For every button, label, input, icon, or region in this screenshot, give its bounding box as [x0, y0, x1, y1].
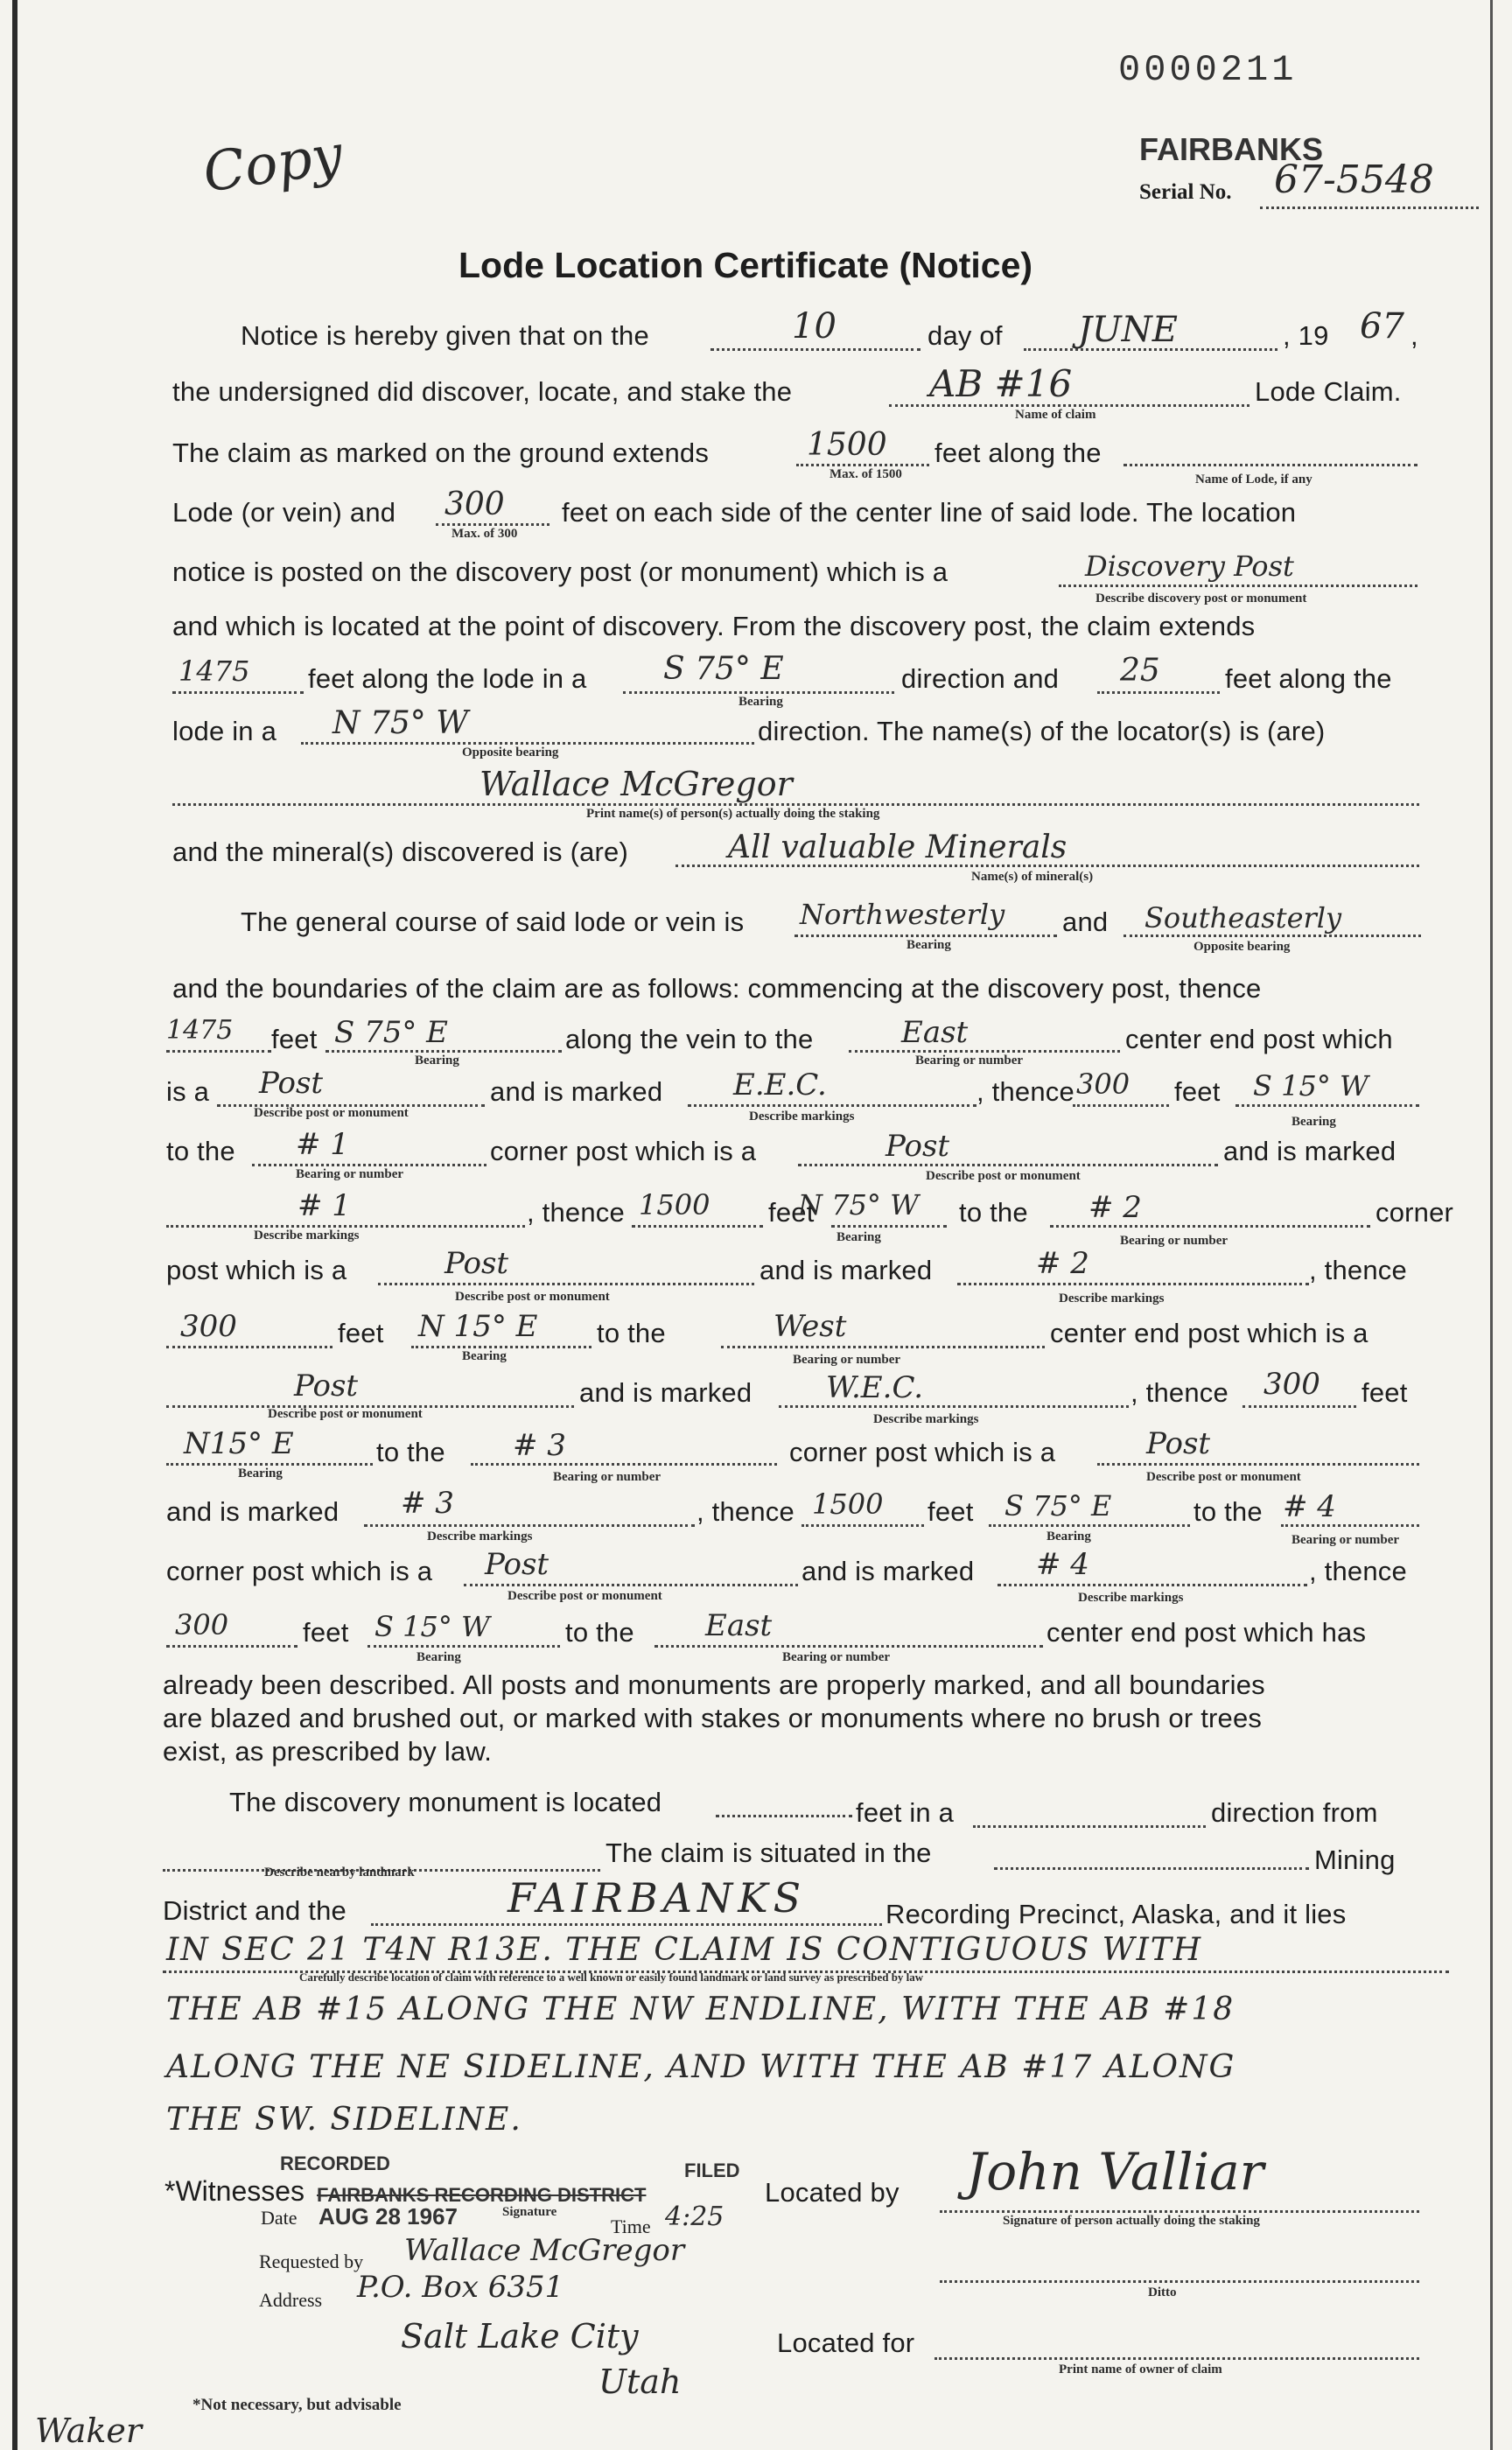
- caption: Describe markings: [254, 1228, 360, 1242]
- field-line: [796, 464, 929, 466]
- right-edge-border: [1490, 0, 1493, 2450]
- field-line: [973, 1825, 1206, 1828]
- text-line: and which is located at the point of discovery. From the discovery post, the claim extends: [172, 611, 1256, 641]
- caption: Bearing or number: [296, 1167, 404, 1181]
- text-line: day of: [928, 320, 1003, 351]
- caption: Max. of 1500: [830, 467, 902, 481]
- filled-b10-post: Post: [485, 1547, 550, 1582]
- text-line: and is marked: [579, 1377, 752, 1408]
- filled-locator: Wallace McGregor: [480, 765, 793, 803]
- caption: Bearing or number: [793, 1353, 901, 1367]
- field-line: [721, 1346, 1045, 1348]
- serial-value: 67-5548: [1274, 158, 1434, 202]
- filled-b10-mark: # 4: [1036, 1547, 1089, 1582]
- filled-b5-mark: # 2: [1036, 1246, 1089, 1281]
- filled-discovery-post: Discovery Post: [1085, 550, 1294, 583]
- field-line: [849, 1050, 1120, 1053]
- text-line: , thence: [1309, 1255, 1407, 1285]
- field-line: [998, 1584, 1307, 1586]
- filled-b5-post: Post: [444, 1246, 509, 1281]
- caption: Print name of owner of claim: [1059, 2362, 1222, 2376]
- text-line: feet on each side of the center line of said lode. The location: [562, 497, 1297, 528]
- text-line: feet along the: [1225, 663, 1392, 694]
- caption: Describe post or monument: [926, 1169, 1081, 1183]
- text-line: feet: [303, 1617, 349, 1648]
- text-line: the undersigned did discover, locate, and stake the: [172, 376, 793, 407]
- filled-b1-bearing: S 75° E: [334, 1015, 448, 1050]
- caption: Bearing: [238, 1466, 283, 1480]
- page-title: Lode Location Certificate (Notice): [458, 245, 1033, 285]
- field-line: [623, 691, 894, 694]
- filled-opposite-bearing: N 75° W: [332, 705, 469, 741]
- caption: Max. of 300: [452, 527, 518, 541]
- text-line: , thence: [976, 1076, 1074, 1107]
- caption: Bearing: [906, 938, 951, 952]
- field-line: [1097, 691, 1220, 694]
- serial-label: Serial No.: [1139, 180, 1232, 204]
- caption: Opposite bearing: [1194, 940, 1291, 954]
- text-line: center end post which: [1125, 1024, 1393, 1054]
- text-line: to the: [959, 1197, 1028, 1228]
- address-line-2: Salt Lake City: [401, 2317, 639, 2356]
- text-line: Recording Precinct, Alaska, and it lies: [886, 1899, 1347, 1929]
- text-line: exist, as prescribed by law.: [163, 1736, 493, 1767]
- text-line: feet: [1174, 1076, 1221, 1107]
- filled-along-lode-feet: 1475: [178, 654, 250, 688]
- requested-label: Requested by: [259, 2250, 364, 2272]
- signature-line: [940, 2210, 1419, 2213]
- caption: Ditto: [1148, 2286, 1177, 2300]
- filled-b9-to: # 4: [1283, 1489, 1336, 1524]
- text-line: feet: [338, 1318, 384, 1348]
- text-line: direction. The name(s) of the locator(s) is (are): [758, 716, 1326, 746]
- filled-b1-to: East: [901, 1015, 969, 1050]
- field-line: [1073, 1104, 1169, 1107]
- field-line: [378, 1283, 754, 1285]
- filled-b11-to: East: [705, 1608, 773, 1643]
- text-line: , thence: [1130, 1377, 1228, 1408]
- filled-course-1: Northwesterly: [800, 898, 1005, 931]
- text-line: feet: [1362, 1377, 1408, 1408]
- filled-b4-to: # 2: [1088, 1190, 1142, 1225]
- field-line: [1050, 1225, 1370, 1228]
- caption: Carefully describe location of claim with reference to a well known or easily found landmark or land survey as prescribed by law: [299, 1970, 924, 1984]
- field-line: [957, 1283, 1309, 1285]
- text-line: feet: [768, 1197, 815, 1228]
- field-line: [436, 523, 550, 526]
- caption: Describe post or monument: [455, 1290, 610, 1304]
- desc-line: THE SW. SIDELINE.: [166, 2102, 522, 2138]
- field-line: [716, 1815, 852, 1817]
- filled-b7-post: Post: [294, 1368, 359, 1404]
- caption: Signature: [502, 2205, 557, 2219]
- filled-b2-bearing: S 15° W: [1253, 1069, 1368, 1102]
- text-line: already been described. All posts and monuments are properly marked, and all boundaries: [163, 1670, 1265, 1700]
- filled-b2-feet: 300: [1076, 1068, 1130, 1101]
- field-line: [1281, 1524, 1419, 1527]
- field-line: [471, 1463, 777, 1466]
- filled-lode-bearing: S 75° E: [663, 651, 784, 687]
- text-line: to the: [166, 1136, 235, 1166]
- field-line: [688, 1104, 976, 1107]
- desc-line: IN SEC 21 T4N R13E. THE CLAIM IS CONTIGUOUS WITH: [166, 1932, 1203, 1968]
- time-value: 4:25: [665, 2202, 724, 2232]
- caption: Bearing: [462, 1349, 507, 1363]
- filled-month: JUNE: [1078, 310, 1178, 350]
- text-line: District and the: [163, 1895, 346, 1926]
- field-line: [1097, 1463, 1419, 1466]
- filled-b9-feet: 1500: [812, 1488, 884, 1521]
- filled-b6-feet: 300: [180, 1309, 237, 1344]
- district-stamp: FAIRBANKS: [1139, 131, 1324, 167]
- caption: Name of claim: [1015, 408, 1096, 422]
- requested-value: Wallace McGregor: [404, 2233, 685, 2268]
- text-line: feet: [271, 1024, 318, 1054]
- address-line-3: Utah: [598, 2362, 682, 2401]
- filled-b11-feet: 300: [175, 1608, 229, 1642]
- caption: Name of Lode, if any: [1195, 472, 1312, 486]
- caption: Print name(s) of person(s) actually doing the staking: [586, 807, 880, 821]
- filled-b3-post: Post: [886, 1129, 950, 1164]
- text-line: feet along the: [934, 438, 1102, 468]
- text-line: and: [1062, 906, 1109, 937]
- field-line: [166, 1346, 332, 1348]
- text-line: and is marked: [490, 1076, 663, 1107]
- field-line: [989, 1524, 1190, 1527]
- field-line: [166, 1645, 298, 1648]
- field-line: [794, 934, 1057, 937]
- field-line: [411, 1346, 592, 1348]
- located-for-label: Located for: [777, 2328, 915, 2358]
- filled-b9-mark: # 3: [401, 1486, 454, 1521]
- field-line: [252, 1164, 486, 1166]
- caption: Bearing or number: [1292, 1533, 1400, 1547]
- caption: Bearing or number: [782, 1650, 891, 1664]
- caption: Describe markings: [749, 1110, 855, 1124]
- caption: Describe discovery post or monument: [1096, 592, 1307, 606]
- text-line: Lode (or vein) and: [172, 497, 396, 528]
- filled-b8-bearing: N15° E: [184, 1426, 294, 1461]
- caption: Bearing or number: [553, 1470, 662, 1484]
- text-line: The discovery monument is located: [229, 1787, 662, 1817]
- locator-signature: John Valliar: [966, 2142, 1264, 2202]
- text-line: to the: [597, 1318, 666, 1348]
- serial-line: [1260, 206, 1479, 209]
- desc-line: THE AB #15 ALONG THE NW ENDLINE, WITH THE AB #18: [166, 1992, 1236, 2027]
- caption: Bearing: [836, 1230, 881, 1244]
- field-line: [464, 1584, 798, 1586]
- date-value: AUG 28 1967: [318, 2203, 458, 2230]
- text-line: feet: [928, 1496, 974, 1527]
- caption: Bearing: [1046, 1530, 1091, 1544]
- caption: Describe markings: [873, 1412, 979, 1426]
- filled-b4-bearing: N 75° W: [798, 1188, 919, 1222]
- text-line: corner: [1376, 1197, 1454, 1228]
- filled-claim-name: AB #16: [929, 362, 1073, 405]
- field-line: [779, 1405, 1129, 1408]
- text-line: , thence: [1309, 1556, 1407, 1586]
- text-line: notice is posted on the discovery post (or monument) which is a: [172, 556, 948, 587]
- field-line: [364, 1524, 695, 1527]
- filled-b7-feet: 300: [1264, 1367, 1320, 1402]
- field-line: [710, 348, 920, 351]
- filled-b4-feet: 1500: [639, 1188, 710, 1222]
- caption: Bearing or number: [1120, 1234, 1228, 1248]
- field-line: [368, 1645, 560, 1648]
- field-line: [831, 1225, 947, 1228]
- caption: Describe post or monument: [508, 1589, 662, 1603]
- text-line: , 19: [1283, 320, 1329, 351]
- text-line: to the: [565, 1617, 634, 1648]
- text-line: center end post which has: [1046, 1617, 1367, 1648]
- stamp-number: 0000211: [1118, 49, 1298, 91]
- filled-b4-mark: # 1: [298, 1188, 351, 1223]
- filled-b1-feet: 1475: [166, 1015, 234, 1046]
- recording-district-stamp: FAIRBANKS RECORDING DISTRICT: [317, 2184, 647, 2206]
- caption: Signature of person actually doing the staking: [1003, 2214, 1260, 2228]
- text-line: Notice is hereby given that on the: [241, 320, 649, 351]
- field-line: [1236, 1104, 1419, 1107]
- address-line-1: P.O. Box 6351: [357, 2270, 564, 2305]
- field-line: [994, 1867, 1309, 1870]
- text-line: post which is a: [166, 1255, 347, 1285]
- desc-line: ALONG THE NE SIDELINE, AND WITH THE AB #17 ALONG: [166, 2049, 1236, 2085]
- field-line: [654, 1645, 1043, 1648]
- filled-b6-bearing: N 15° E: [418, 1309, 538, 1344]
- text-line: , thence: [527, 1197, 625, 1228]
- date-label: Date: [261, 2207, 298, 2229]
- text-line: and the boundaries of the claim are as follows: commencing at the discovery post, thence: [172, 973, 1262, 1004]
- field-line: [371, 1923, 882, 1926]
- filled-b2-post: Post: [259, 1066, 324, 1101]
- located-by-label: Located by: [765, 2177, 900, 2208]
- filled-b3-to: # 1: [296, 1127, 349, 1162]
- text-line: The claim as marked on the ground extends: [172, 438, 710, 468]
- filled-course-2: Southeasterly: [1144, 901, 1342, 934]
- text-line: The claim is situated in the: [606, 1838, 932, 1868]
- caption: Describe nearby landmark: [264, 1866, 415, 1880]
- field-line: [166, 1050, 271, 1053]
- text-line: is a: [166, 1076, 210, 1107]
- text-line: feet along the lode in a: [308, 663, 587, 694]
- filled-b7-mark: W.E.C.: [826, 1370, 924, 1405]
- caption: Describe post or monument: [268, 1407, 423, 1421]
- text-line: and is marked: [802, 1556, 975, 1586]
- address-label: Address: [259, 2289, 323, 2311]
- caption: Bearing: [415, 1054, 459, 1068]
- caption: Name(s) of mineral(s): [971, 870, 1094, 884]
- text-line: to the: [376, 1437, 445, 1467]
- text-line: direction and: [901, 663, 1060, 694]
- text-line: corner post which is a: [490, 1136, 757, 1166]
- field-line: [172, 803, 1419, 806]
- recorded-stamp: RECORDED: [280, 2152, 390, 2174]
- filled-minerals: All valuable Minerals: [728, 830, 1068, 865]
- caption: Describe markings: [1078, 1591, 1184, 1605]
- text-line: are blazed and brushed out, or marked with stakes or monuments where no brush or trees: [163, 1703, 1263, 1733]
- filled-b6-to: West: [774, 1309, 847, 1344]
- left-edge-border: [12, 0, 18, 2450]
- caption: *Not necessary, but advisable: [192, 2396, 402, 2414]
- caption: Bearing or number: [915, 1054, 1024, 1068]
- caption: Describe markings: [427, 1530, 533, 1544]
- filled-b8-post: Post: [1146, 1426, 1211, 1461]
- field-line: [166, 1463, 373, 1466]
- filled-opposite-feet: 25: [1120, 653, 1160, 689]
- caption: Describe post or monument: [254, 1106, 409, 1120]
- text-line: lode in a: [172, 716, 277, 746]
- field-line: [632, 1225, 763, 1228]
- text-line: and is marked: [166, 1496, 340, 1527]
- filled-b11-bearing: S 15° W: [374, 1610, 490, 1643]
- text-line: Lode Claim.: [1255, 376, 1402, 407]
- caption: Bearing: [1292, 1115, 1336, 1129]
- text-line: corner post which is a: [789, 1437, 1056, 1467]
- text-line: , thence: [696, 1496, 794, 1527]
- filled-extends-feet: 1500: [807, 427, 887, 463]
- field-line: [802, 1524, 924, 1527]
- text-line: and is marked: [760, 1255, 933, 1285]
- caption: Describe post or monument: [1146, 1470, 1301, 1484]
- field-line: [798, 1164, 1218, 1166]
- filled-b2-mark: E.E.C.: [733, 1068, 827, 1102]
- text-line: to the: [1194, 1496, 1263, 1527]
- text-line: along the vein to the: [565, 1024, 814, 1054]
- field-line: [1242, 1405, 1356, 1408]
- filled-side-feet: 300: [444, 486, 505, 522]
- field-line: [326, 1050, 562, 1053]
- text-line: Mining: [1314, 1844, 1396, 1875]
- copy-note: Copy: [199, 122, 346, 205]
- field-line: [301, 742, 754, 745]
- text-line: and is marked: [1223, 1136, 1396, 1166]
- margin-note: Waker: [35, 2412, 143, 2450]
- field-line: [1124, 934, 1421, 937]
- caption: Bearing: [738, 695, 783, 709]
- caption: Bearing: [416, 1650, 461, 1664]
- owner-line: [934, 2357, 1419, 2360]
- witnesses-label: *Witnesses: [164, 2175, 305, 2207]
- text-line: and the mineral(s) discovered is (are): [172, 836, 629, 867]
- filled-b9-bearing: S 75° E: [1004, 1489, 1112, 1522]
- field-line: [1059, 584, 1418, 587]
- filled-day: 10: [792, 306, 836, 346]
- filled-district: FAIRBANKS: [508, 1874, 807, 1922]
- filled-year: 67: [1360, 306, 1404, 346]
- caption: Describe markings: [1059, 1292, 1165, 1306]
- text-line: direction from: [1211, 1797, 1378, 1828]
- ditto-line: [940, 2280, 1419, 2283]
- text-line: corner post which is a: [166, 1556, 433, 1586]
- field-line: [172, 691, 304, 694]
- text-line: feet in a: [856, 1797, 955, 1828]
- text-line: center end post which is a: [1050, 1318, 1368, 1348]
- filled-b8-to: # 3: [513, 1428, 566, 1463]
- field-line: [1124, 464, 1418, 466]
- text-line: The general course of said lode or vein is: [241, 906, 745, 937]
- field-line: [166, 1225, 525, 1228]
- text-line: ,: [1410, 320, 1418, 351]
- filed-stamp: FILED: [684, 2160, 740, 2181]
- time-label: Time: [611, 2216, 651, 2237]
- caption: Opposite bearing: [462, 746, 559, 760]
